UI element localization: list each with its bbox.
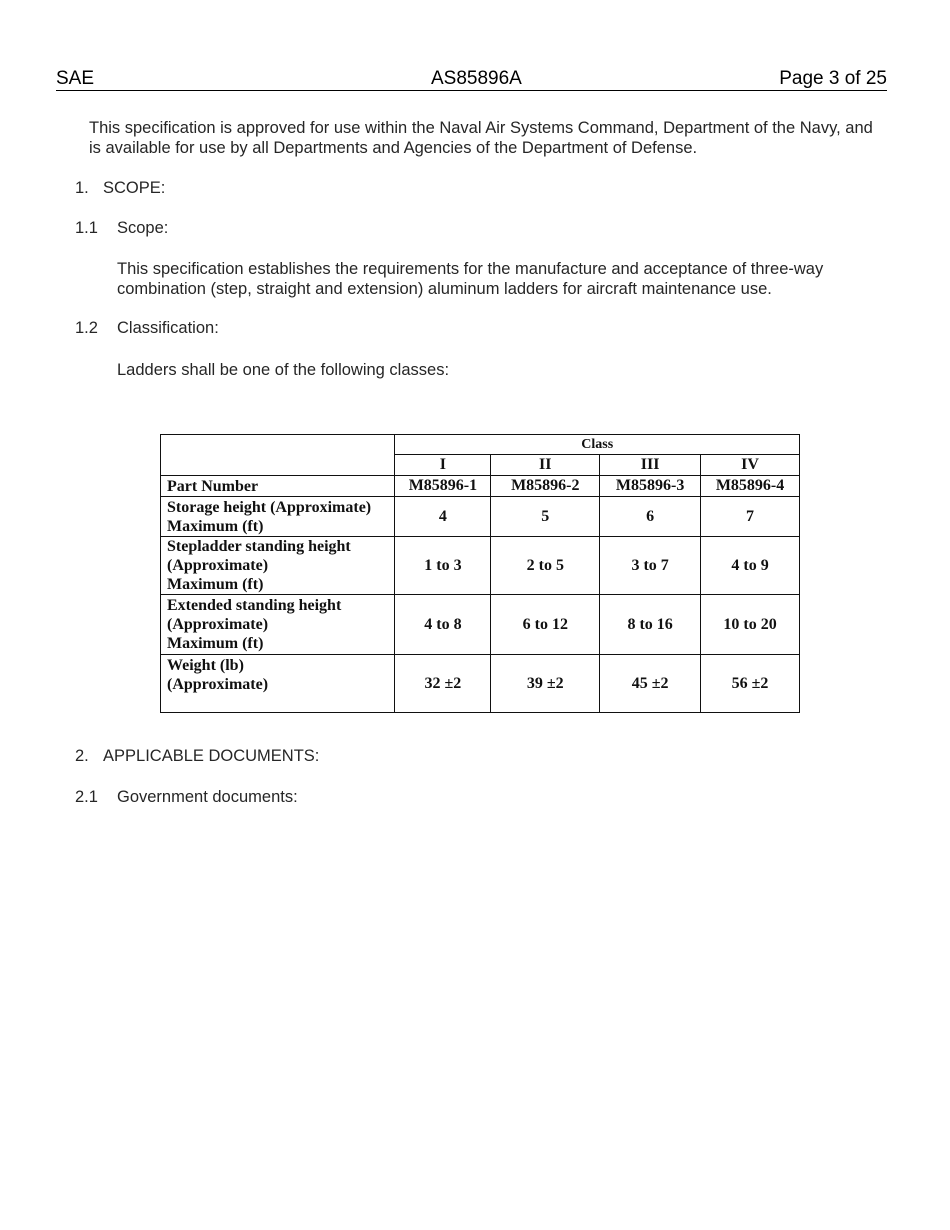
classification-table <box>160 434 800 713</box>
table-corner-cell <box>161 435 395 476</box>
row-label: Extended standing height (Approximate) Maximum (ft) <box>161 595 395 655</box>
table-cell: 2 to 5 <box>491 537 600 595</box>
row-label: Part Number <box>161 476 395 497</box>
table-cell: 10 to 20 <box>701 595 800 655</box>
table-class-name: III <box>600 455 701 476</box>
table-cell: M85896-3 <box>600 476 701 497</box>
section-1-1-title: Scope: <box>117 219 169 237</box>
section-1-2-body: Ladders shall be one of the following classes: <box>117 361 450 379</box>
table-cell: 4 to 8 <box>395 595 491 655</box>
table-cell: 6 to 12 <box>491 595 600 655</box>
table-cell: M85896-4 <box>701 476 800 497</box>
table-cell: 7 <box>701 497 800 537</box>
table-cell: M85896-1 <box>395 476 491 497</box>
section-2-title: APPLICABLE DOCUMENTS: <box>103 747 320 765</box>
table-cell: 3 to 7 <box>600 537 701 595</box>
table-class-name: I <box>395 455 491 476</box>
section-1-1-body: This specification establishes the requirements for the manufacture and acceptance of three-way combination (step, straight and extension) aluminum ladders for aircraft maintenance use. <box>117 260 824 298</box>
header-page-number: Page 3 of 25 <box>779 68 887 89</box>
table-cell: 39 ±2 <box>491 655 600 713</box>
row-label: Storage height (Approximate) Maximum (ft) <box>161 497 395 537</box>
table-class-header-row <box>161 435 800 455</box>
section-1-2-number: 1.2 <box>75 319 98 337</box>
header-org: SAE <box>56 68 95 89</box>
row-label: Weight (lb) (Approximate) <box>161 655 395 713</box>
table-cell: 8 to 16 <box>600 595 701 655</box>
section-2-1-number: 2.1 <box>75 788 98 806</box>
page-header <box>56 68 887 91</box>
table-cell: 4 <box>395 497 491 537</box>
table-cell: M85896-2 <box>491 476 600 497</box>
table-cell: 45 ±2 <box>600 655 701 713</box>
intro-paragraph: This specification is approved for use within the Naval Air Systems Command, Department of the Navy, and is available for use by all Departments and Agencies of the Department of Defense. <box>89 119 873 157</box>
table-row <box>161 497 800 537</box>
section-1-number: 1. <box>75 179 89 197</box>
table-class-header: Class <box>395 435 800 455</box>
section-1-1-number: 1.1 <box>75 219 98 237</box>
section-1-2-title: Classification: <box>117 319 219 337</box>
table-cell: 32 ±2 <box>395 655 491 713</box>
table-class-name: II <box>491 455 600 476</box>
table-row <box>161 595 800 655</box>
row-label: Stepladder standing height (Approximate) Maximum (ft) <box>161 537 395 595</box>
table-cell: 6 <box>600 497 701 537</box>
section-2-1-title: Government documents: <box>117 788 298 806</box>
header-doc-number: AS85896A <box>431 68 522 89</box>
table-cell: 56 ±2 <box>701 655 800 713</box>
table-row <box>161 655 800 713</box>
table-cell: 1 to 3 <box>395 537 491 595</box>
table-row <box>161 537 800 595</box>
section-1-title: SCOPE: <box>103 179 166 197</box>
table-row <box>161 476 800 497</box>
table-cell: 5 <box>491 497 600 537</box>
table-cell: 4 to 9 <box>701 537 800 595</box>
table-class-name: IV <box>701 455 800 476</box>
section-2-number: 2. <box>75 747 89 765</box>
